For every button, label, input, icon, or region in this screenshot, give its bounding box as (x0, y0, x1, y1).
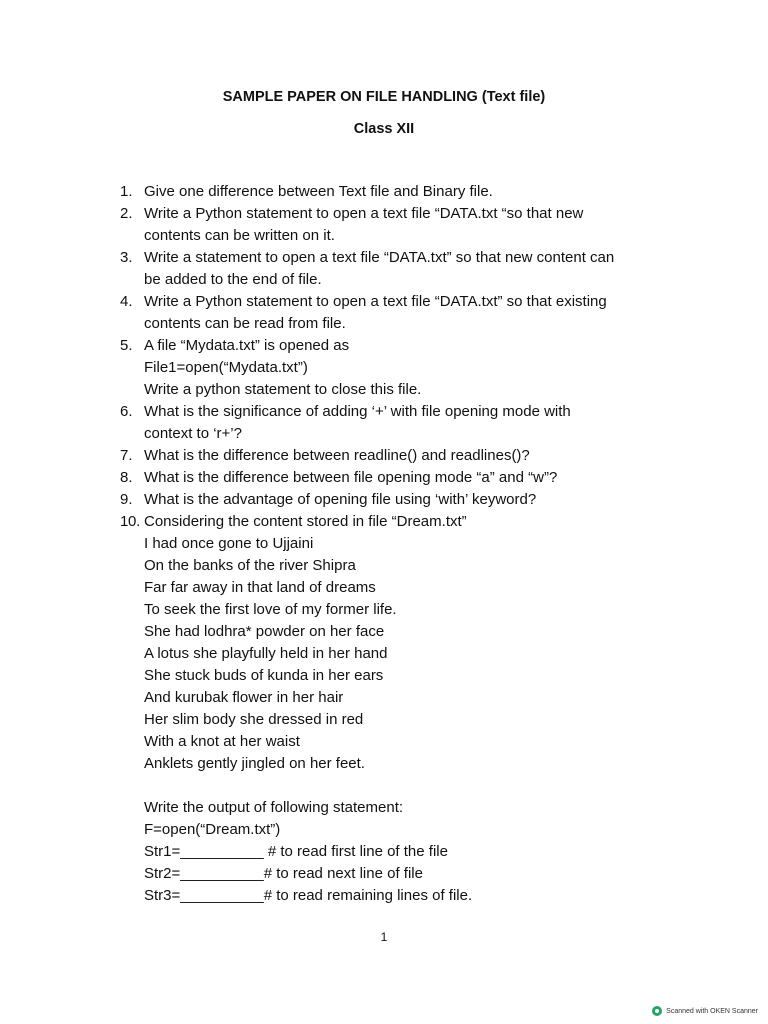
question-text: A lotus she playfully held in her hand (144, 645, 388, 662)
question-text: Give one difference between Text file and Binary file. (144, 183, 493, 200)
question-line (120, 775, 740, 797)
question-text: context to ‘r+’? (144, 425, 242, 442)
question-text: Considering the content stored in file “Dream.txt” (144, 513, 467, 530)
question-text: Write a statement to open a text file “DATA.txt” so that new content can (144, 249, 615, 266)
question-number: 2. (120, 205, 133, 222)
question-list (120, 181, 740, 907)
question-text: Write a python statement to close this file. (144, 381, 422, 398)
question-line (120, 489, 740, 511)
question-line (120, 445, 740, 467)
question-line (120, 731, 740, 753)
question-line (120, 335, 740, 357)
scanner-watermark (652, 1006, 758, 1016)
question-text: A file “Mydata.txt” is opened as (144, 337, 350, 354)
question-text: Write a Python statement to open a text file “DATA.txt “so that new (144, 205, 584, 222)
question-text: Anklets gently jingled on her feet. (144, 755, 365, 772)
question-line (120, 687, 740, 709)
question-text: be added to the end of file. (144, 271, 322, 288)
question-line (120, 863, 740, 885)
question-text: contents can be written on it. (144, 227, 335, 244)
question-text: What is the advantage of opening file using ‘with’ keyword? (144, 491, 537, 508)
question-line (120, 643, 740, 665)
question-text: Str2=__________# to read next line of file (144, 865, 423, 882)
question-line (120, 401, 740, 423)
page-number: 1 (380, 930, 388, 944)
question-line (120, 203, 740, 225)
question-number: 1. (120, 183, 133, 200)
document-subtitle: Class XII (353, 121, 415, 137)
question-line (120, 555, 740, 577)
question-text: Write the output of following statement: (144, 799, 404, 816)
question-number: 6. (120, 403, 133, 420)
scanner-text: Scanned with OKEN Scanner (666, 1007, 758, 1015)
scanner-logo-icon (652, 1006, 662, 1016)
question-text: She stuck buds of kunda in her ears (144, 667, 384, 684)
question-text: File1=open(“Mydata.txt”) (144, 359, 308, 376)
question-text: I had once gone to Ujjaini (144, 535, 314, 552)
question-line (120, 247, 740, 269)
question-number: 9. (120, 491, 133, 508)
question-text: Her slim body she dressed in red (144, 711, 364, 728)
question-text: With a knot at her waist (144, 733, 300, 750)
question-number: 5. (120, 337, 133, 354)
question-line (120, 423, 740, 445)
question-line (120, 313, 740, 335)
question-line (120, 511, 740, 533)
question-text: What is the difference between readline() and readlines()? (144, 447, 530, 464)
question-line (120, 181, 740, 203)
question-number: 8. (120, 469, 133, 486)
question-line (120, 797, 740, 819)
question-line (120, 577, 740, 599)
question-line (120, 665, 740, 687)
question-line (120, 841, 740, 863)
question-line (120, 269, 740, 291)
question-text: What is the significance of adding ‘+’ with file opening mode with (144, 403, 571, 420)
question-text: Far far away in that land of dreams (144, 579, 376, 596)
question-line (120, 533, 740, 555)
question-number: 3. (120, 249, 133, 266)
question-text: On the banks of the river Shipra (144, 557, 356, 574)
question-line (120, 291, 740, 313)
question-text: Write a Python statement to open a text file “DATA.txt” so that existing (144, 293, 607, 310)
question-text: To seek the first love of my former life. (144, 601, 397, 618)
question-line (120, 885, 740, 907)
question-line (120, 621, 740, 643)
question-line (120, 819, 740, 841)
question-line (120, 467, 740, 489)
question-text: What is the difference between file opening mode “a” and “w”? (144, 469, 558, 486)
question-text: And kurubak flower in her hair (144, 689, 344, 706)
question-line (120, 379, 740, 401)
question-text: Str1=__________ # to read first line of the file (144, 843, 448, 860)
question-text: Str3=__________# to read remaining lines of file. (144, 887, 473, 904)
question-number: 7. (120, 447, 133, 464)
question-line (120, 709, 740, 731)
question-line (120, 753, 740, 775)
question-line (120, 357, 740, 379)
question-text: F=open(“Dream.txt”) (144, 821, 281, 838)
question-text: contents can be read from file. (144, 315, 346, 332)
question-text: She had lodhra* powder on her face (144, 623, 385, 640)
question-number: 4. (120, 293, 133, 310)
document-title: SAMPLE PAPER ON FILE HANDLING (Text file) (222, 89, 546, 105)
question-line (120, 599, 740, 621)
question-number: 10. (120, 513, 140, 530)
question-line (120, 225, 740, 247)
